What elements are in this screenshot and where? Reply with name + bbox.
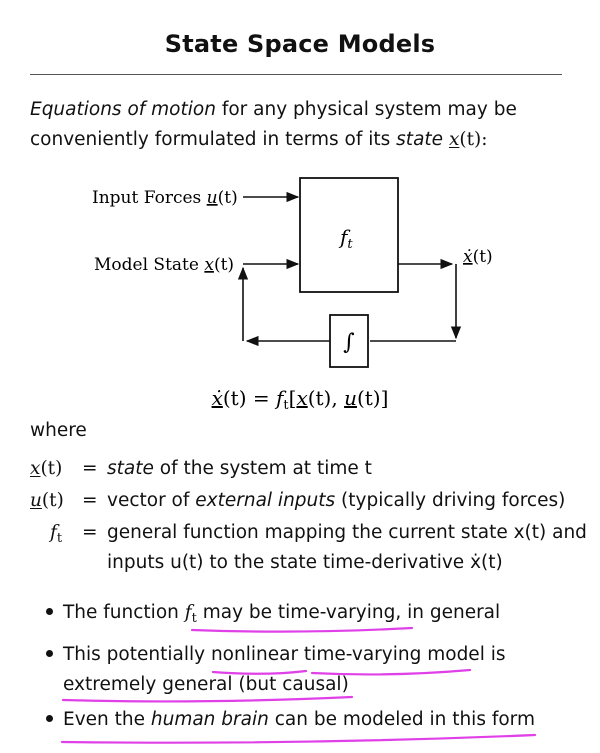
- intro-state-word: state: [396, 129, 444, 150]
- intro-state-arg: (t):: [459, 129, 488, 150]
- definition-function-cont: inputs u(t) to the state time-derivative ẋ(t): [107, 552, 503, 573]
- page-title: State Space Models: [164, 30, 436, 58]
- state-equation: ẋ(t) = $f_t[x(t)$, u(t)]: [211, 386, 389, 413]
- bullet-time-varying: The function $f_t$ may be time-varying, in general: [46, 598, 500, 630]
- underline-time-varying: [192, 628, 412, 632]
- definition-input: u(t) = vector of external inputs (typically driving forces): [30, 490, 566, 511]
- function-box-label: $f_t$: [340, 225, 353, 252]
- input-label: Input Forces u(t): [92, 188, 238, 208]
- integral-icon: ∫: [343, 330, 355, 355]
- state-label: Model State x(t): [94, 255, 235, 275]
- underline-time-varying-model: [312, 670, 470, 674]
- intro-text: for any physical system may be conveniently formulated in terms of its: [30, 99, 517, 150]
- output-label: ẋ(t): [463, 247, 493, 267]
- underline-extremely-general: [63, 697, 352, 701]
- intro-state-symbol: x: [448, 129, 460, 150]
- definition-function: $f_t$ = general function mapping the current state x(t) and: [50, 522, 587, 546]
- where-label: where: [30, 420, 87, 441]
- underline-nonlinear: [213, 671, 306, 674]
- bullet-nonlinear: This potentially nonlinear time-varying model is extremely general (but causal): [46, 640, 506, 700]
- definition-state: x(t) = state of the system at time t: [30, 458, 372, 479]
- underline-human-brain: [62, 735, 535, 743]
- bullet-human-brain: Even the human brain can be modeled in this form: [46, 705, 535, 735]
- intro-emphasis: Equations of motion: [30, 99, 216, 120]
